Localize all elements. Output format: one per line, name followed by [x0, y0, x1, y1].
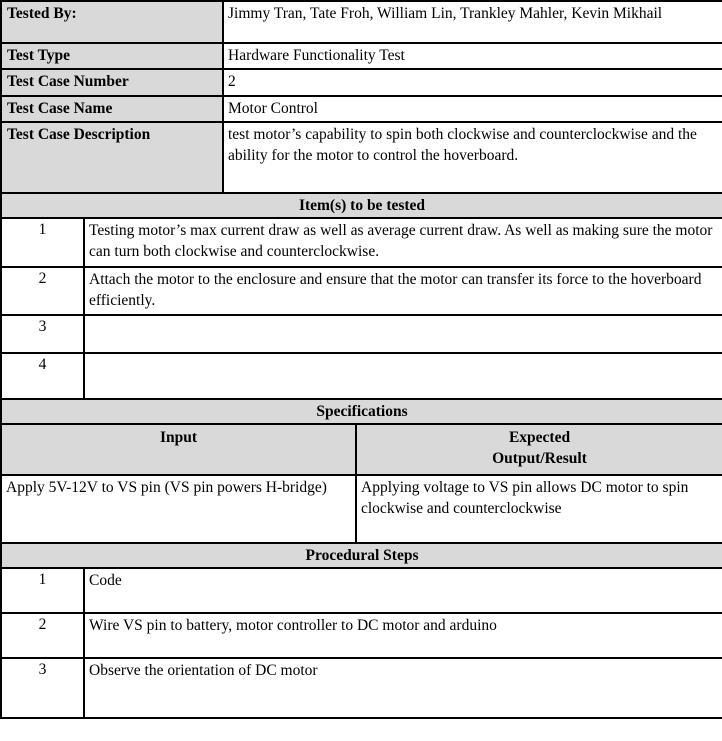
- expected-header-line2: Output/Result: [492, 450, 587, 467]
- items-section-header: Item(s) to be tested: [1, 193, 722, 218]
- expected-header-line1: Expected: [508, 429, 571, 446]
- test-type-label: Test Type: [1, 43, 223, 69]
- step-number: 2: [1, 613, 84, 658]
- tested-by-value: Jimmy Tran, Tate Froh, William Lin, Trankley Mahler, Kevin Mikhail: [223, 1, 722, 43]
- procedural-steps-header-row: [1, 543, 722, 568]
- test-case-description-label: Test Case Description: [1, 122, 223, 193]
- item-row-2: [1, 267, 722, 315]
- item-number: 3: [1, 315, 84, 353]
- item-text: Attach the motor to the enclosure and ensure that the motor can transfer its force to the hoverboard efficiently.: [84, 267, 722, 315]
- item-row-4: [1, 353, 722, 399]
- input-value: Apply 5V-12V to VS pin (VS pin powers H-bridge): [1, 475, 356, 543]
- item-number: 4: [1, 353, 84, 399]
- step-row-2: [1, 613, 722, 658]
- specifications-column-header-row: [1, 424, 722, 475]
- step-text: Wire VS pin to battery, motor controller to DC motor and arduino: [84, 613, 722, 658]
- tested-by-label: Tested By:: [1, 1, 223, 43]
- step-number: 3: [1, 658, 84, 718]
- step-row-1: [1, 568, 722, 613]
- info-row-test-type: [1, 43, 722, 69]
- step-number: 1: [1, 568, 84, 613]
- info-row-tested-by: [1, 1, 722, 43]
- input-column-header: Input: [1, 424, 356, 475]
- specifications-header-row: [1, 399, 722, 424]
- test-case-number-label: Test Case Number: [1, 69, 223, 96]
- item-number: 2: [1, 267, 84, 315]
- specifications-content-row: [1, 475, 722, 543]
- info-row-test-case-name: [1, 96, 722, 122]
- expected-output-value: Applying voltage to VS pin allows DC motor to spin clockwise and counterclockwise: [356, 475, 722, 543]
- test-case-description-value: test motor’s capability to spin both clockwise and counterclockwise and the ability for the motor to control the hoverboard.: [223, 122, 722, 193]
- item-number: 1: [1, 218, 84, 267]
- procedural-steps-section-header: Procedural Steps: [1, 543, 722, 568]
- item-text: [84, 353, 722, 399]
- expected-output-column-header: [356, 424, 722, 475]
- info-row-test-case-description: [1, 122, 722, 193]
- item-row-3: [1, 315, 722, 353]
- step-row-3: [1, 658, 722, 718]
- step-text: Observe the orientation of DC motor: [84, 658, 722, 718]
- test-type-value: Hardware Functionality Test: [223, 43, 722, 69]
- specifications-section-header: Specifications: [1, 399, 722, 424]
- item-text: Testing motor’s max current draw as well as average current draw. As well as making sure the motor can turn both clockwise and counterclockwise.: [84, 218, 722, 267]
- test-case-name-label: Test Case Name: [1, 96, 223, 122]
- info-row-test-case-number: [1, 69, 722, 96]
- item-row-1: [1, 218, 722, 267]
- test-case-number-value: 2: [223, 69, 722, 96]
- test-case-name-value: Motor Control: [223, 96, 722, 122]
- items-header-row: [1, 193, 722, 218]
- item-text: [84, 315, 722, 353]
- step-text: Code: [84, 568, 722, 613]
